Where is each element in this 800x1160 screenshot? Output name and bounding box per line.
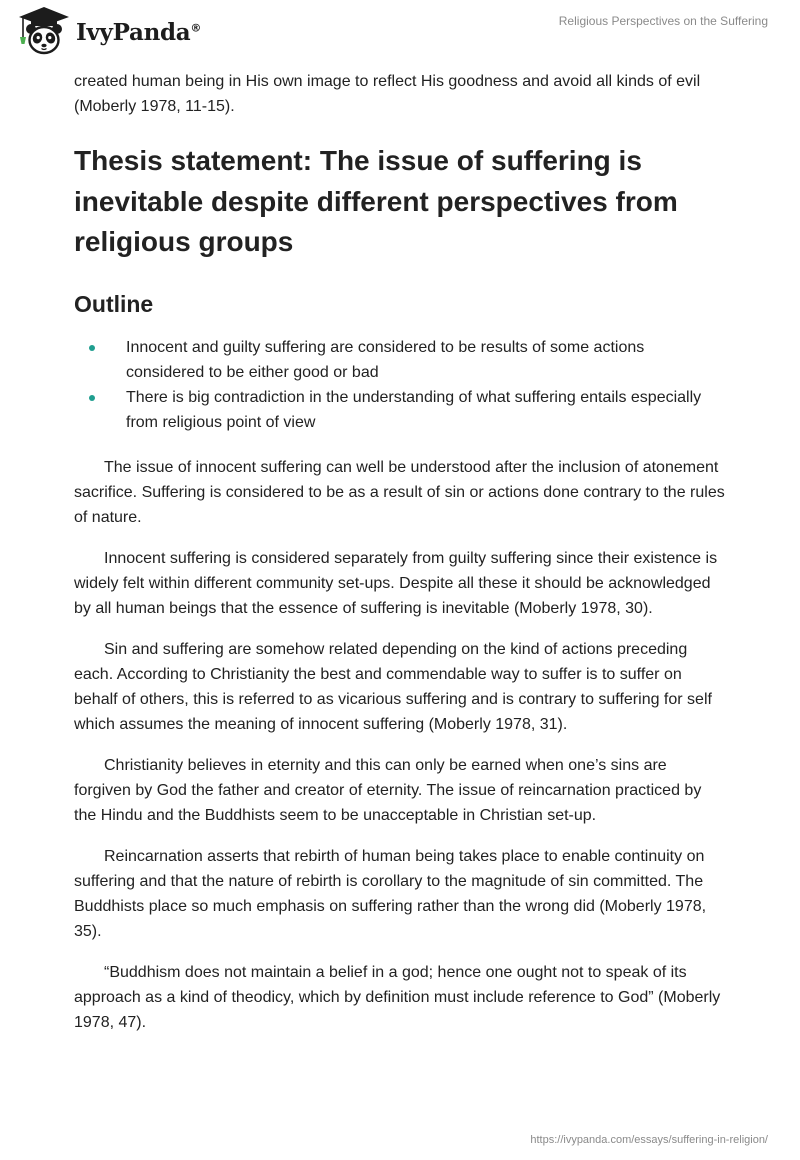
body-paragraph: Christianity believes in eternity and this can only be earned when one’s sins are forgiven by God the father and creator of eternity. The issue of reincarnation practiced by the Hindu and the Buddhists seem to be unacceptable in Christian set-up. bbox=[74, 756, 702, 824]
body-paragraph: Sin and suffering are somehow related depending on the kind of actions preceding each. According to Christianity the best and commendable way to suffer is to suffer on behalf of others, this is referred to as vicarious suffering and is contrary to suffering for self which assumes the meaning of innocent suffering (Moberly 1978, 31). bbox=[74, 640, 712, 733]
panda-graduate-icon bbox=[14, 6, 72, 56]
list-item-text: Innocent and guilty suffering are considered to be results of some actions considered to be either good or bad bbox=[126, 338, 645, 381]
outline-list bbox=[74, 335, 726, 435]
page-header bbox=[0, 0, 800, 60]
essay-content bbox=[74, 69, 726, 1035]
intro-paragraph: created human being in His own image to reflect His goodness and avoid all kinds of evil (Moberly 1978, 11-15). bbox=[74, 73, 701, 115]
body-paragraph: “Buddhism does not maintain a belief in a god; hence one ought not to speak of its approach as a kind of theodicy, which by definition must include reference to God” (Moberly 1978, 47). bbox=[74, 963, 721, 1031]
body-paragraph: Innocent suffering is considered separately from guilty suffering since their existence is widely felt within different community set-ups. Despite all these it should be acknowledged by all human beings that the essence of suffering is inevitable (Moberly 1978, 30). bbox=[74, 549, 718, 617]
bullet-icon bbox=[89, 345, 95, 351]
list-item bbox=[74, 385, 726, 435]
body-paragraph: Reincarnation asserts that rebirth of human being takes place to enable continuity on suffering and that the nature of rebirth is corollary to the magnitude of sin committed. The Buddhists place so much emphasis on suffering rather than the wrong did (Moberly 1978, 35). bbox=[74, 847, 707, 940]
running-title: Religious Perspectives on the Suffering bbox=[558, 14, 768, 28]
ivypanda-logo[interactable] bbox=[14, 6, 201, 56]
bullet-icon bbox=[89, 395, 95, 401]
source-url-link[interactable]: https://ivypanda.com/essays/suffering-in-religion/ bbox=[530, 1134, 768, 1146]
registered-mark: ® bbox=[190, 20, 202, 34]
body-paragraph: The issue of innocent suffering can well be understood after the inclusion of atonement sacrifice. Suffering is considered to be as a result of sin or actions done contrary to the rules of nature. bbox=[74, 458, 725, 526]
list-item bbox=[74, 335, 726, 385]
thesis-heading: Thesis statement: The issue of suffering is inevitable despite different perspectives from religious groups bbox=[74, 145, 678, 257]
outline-heading: Outline bbox=[74, 290, 154, 317]
brand-name: IvyPanda® bbox=[76, 18, 202, 46]
list-item-text: There is big contradiction in the understanding of what suffering entails especially from religious point of view bbox=[126, 388, 702, 431]
